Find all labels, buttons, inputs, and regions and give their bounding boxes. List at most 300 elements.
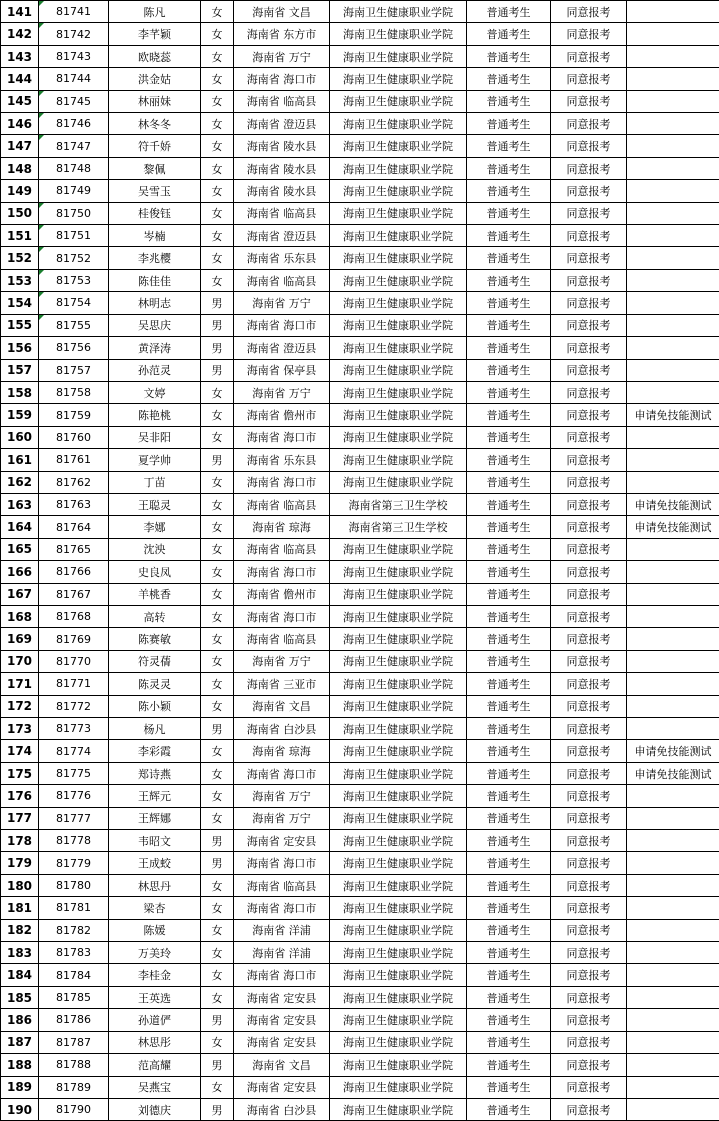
origin-cell: 海南省 澄迈县 [234,225,330,247]
remark-cell [627,180,719,202]
candidate-name-cell: 李桂金 [109,964,201,986]
candidate-name-cell: 陈赛敏 [109,628,201,650]
row-index-cell: 149 [1,180,39,202]
candidate-type-cell: 普通考生 [467,919,551,941]
gender-cell: 女 [201,113,234,135]
status-cell: 同意报考 [551,404,627,426]
row-index-cell: 175 [1,762,39,784]
status-cell: 同意报考 [551,269,627,291]
candidate-name-cell: 李彩霞 [109,740,201,762]
row-index-cell: 148 [1,157,39,179]
candidate-code-cell: 81764 [39,516,109,538]
candidate-code-cell: 81758 [39,381,109,403]
gender-cell: 女 [201,157,234,179]
status-cell: 同意报考 [551,583,627,605]
gender-cell: 女 [201,68,234,90]
row-index-cell: 152 [1,247,39,269]
candidate-code-cell: 81774 [39,740,109,762]
school-cell: 海南卫生健康职业学院 [330,718,467,740]
gender-cell: 男 [201,718,234,740]
candidate-name-cell: 万美玲 [109,942,201,964]
status-cell: 同意报考 [551,874,627,896]
school-cell: 海南卫生健康职业学院 [330,1076,467,1098]
table-row [1,471,719,493]
row-index-cell: 165 [1,538,39,560]
origin-cell: 海南省 海口市 [234,561,330,583]
status-cell: 同意报考 [551,942,627,964]
candidate-name-cell: 韦昭文 [109,830,201,852]
candidate-name-cell: 李兆樱 [109,247,201,269]
gender-cell: 女 [201,202,234,224]
candidate-name-cell: 符灵蒨 [109,650,201,672]
table-row [1,314,719,336]
remark-cell [627,359,719,381]
table-row [1,852,719,874]
table-row [1,68,719,90]
table-row [1,897,719,919]
remark-cell [627,718,719,740]
candidate-code-cell: 81745 [39,90,109,112]
school-cell: 海南卫生健康职业学院 [330,135,467,157]
gender-cell: 女 [201,986,234,1008]
candidate-type-cell: 普通考生 [467,247,551,269]
origin-cell: 海南省 海口市 [234,314,330,336]
school-cell: 海南卫生健康职业学院 [330,628,467,650]
candidate-type-cell: 普通考生 [467,1076,551,1098]
gender-cell: 女 [201,762,234,784]
candidate-type-cell: 普通考生 [467,23,551,45]
origin-cell: 海南省 定安县 [234,986,330,1008]
status-cell: 同意报考 [551,202,627,224]
candidate-name-cell: 林思丹 [109,874,201,896]
status-cell: 同意报考 [551,426,627,448]
candidate-name-cell: 刘德庆 [109,1098,201,1120]
row-index-cell: 155 [1,314,39,336]
remark-cell [627,830,719,852]
table-row [1,404,719,426]
school-cell: 海南卫生健康职业学院 [330,852,467,874]
candidate-code-cell: 81772 [39,695,109,717]
candidate-code-cell: 81784 [39,964,109,986]
row-index-cell: 187 [1,1031,39,1053]
row-index-cell: 185 [1,986,39,1008]
candidate-code-cell: 81776 [39,785,109,807]
table-row [1,785,719,807]
candidate-type-cell: 普通考生 [467,314,551,336]
school-cell: 海南卫生健康职业学院 [330,404,467,426]
candidate-code-cell: 81752 [39,247,109,269]
remark-cell [627,650,719,672]
row-index-cell: 190 [1,1098,39,1120]
status-cell: 同意报考 [551,650,627,672]
school-cell: 海南卫生健康职业学院 [330,90,467,112]
school-cell: 海南卫生健康职业学院 [330,919,467,941]
candidate-type-cell: 普通考生 [467,493,551,515]
table-row [1,919,719,941]
candidate-name-cell: 林丽妹 [109,90,201,112]
gender-cell: 女 [201,673,234,695]
status-cell: 同意报考 [551,740,627,762]
school-cell: 海南卫生健康职业学院 [330,449,467,471]
status-cell: 同意报考 [551,718,627,740]
candidate-code-cell: 81773 [39,718,109,740]
candidate-name-cell: 沈泱 [109,538,201,560]
gender-cell: 男 [201,292,234,314]
row-index-cell: 157 [1,359,39,381]
row-index-cell: 170 [1,650,39,672]
candidate-name-cell: 杨凡 [109,718,201,740]
origin-cell: 海南省 儋州市 [234,583,330,605]
table-row [1,561,719,583]
candidate-code-cell: 81755 [39,314,109,336]
remark-cell [627,471,719,493]
candidate-code-cell: 81763 [39,493,109,515]
table-row [1,1031,719,1053]
school-cell: 海南卫生健康职业学院 [330,157,467,179]
candidate-type-cell: 普通考生 [467,718,551,740]
candidate-name-cell: 桂俊钰 [109,202,201,224]
school-cell: 海南卫生健康职业学院 [330,269,467,291]
gender-cell: 男 [201,314,234,336]
status-cell: 同意报考 [551,314,627,336]
remark-cell [627,292,719,314]
candidate-name-cell: 陈凡 [109,1,201,23]
gender-cell: 女 [201,919,234,941]
table-row [1,113,719,135]
school-cell: 海南卫生健康职业学院 [330,180,467,202]
candidate-code-cell: 81761 [39,449,109,471]
origin-cell: 海南省 定安县 [234,1076,330,1098]
remark-cell: 申请免技能测试 [627,493,719,515]
remark-cell [627,247,719,269]
status-cell: 同意报考 [551,23,627,45]
candidate-type-cell: 普通考生 [467,1,551,23]
remark-cell [627,68,719,90]
gender-cell: 女 [201,516,234,538]
candidate-name-cell: 陈小颖 [109,695,201,717]
remark-cell: 申请免技能测试 [627,762,719,784]
gender-cell: 女 [201,23,234,45]
school-cell: 海南卫生健康职业学院 [330,247,467,269]
origin-cell: 海南省 白沙县 [234,1098,330,1120]
status-cell: 同意报考 [551,964,627,986]
origin-cell: 海南省 海口市 [234,852,330,874]
gender-cell: 女 [201,605,234,627]
remark-cell [627,605,719,627]
school-cell: 海南卫生健康职业学院 [330,605,467,627]
table-row [1,292,719,314]
table-row [1,381,719,403]
gender-cell: 女 [201,45,234,67]
candidate-type-cell: 普通考生 [467,516,551,538]
school-cell: 海南卫生健康职业学院 [330,45,467,67]
row-index-cell: 145 [1,90,39,112]
remark-cell [627,157,719,179]
candidate-name-cell: 王辉娜 [109,807,201,829]
candidate-type-cell: 普通考生 [467,740,551,762]
gender-cell: 女 [201,561,234,583]
remark-cell [627,337,719,359]
candidate-code-cell: 81777 [39,807,109,829]
remark-cell [627,964,719,986]
status-cell: 同意报考 [551,986,627,1008]
origin-cell: 海南省 临高县 [234,538,330,560]
row-index-cell: 141 [1,1,39,23]
candidate-name-cell: 王辉元 [109,785,201,807]
candidate-type-cell: 普通考生 [467,538,551,560]
school-cell: 海南卫生健康职业学院 [330,292,467,314]
remark-cell [627,1031,719,1053]
origin-cell: 海南省 海口市 [234,471,330,493]
gender-cell: 女 [201,964,234,986]
gender-cell: 女 [201,785,234,807]
candidate-type-cell: 普通考生 [467,942,551,964]
gender-cell: 女 [201,650,234,672]
candidate-type-cell: 普通考生 [467,673,551,695]
row-index-cell: 164 [1,516,39,538]
school-cell: 海南省第三卫生学校 [330,516,467,538]
gender-cell: 女 [201,1031,234,1053]
status-cell: 同意报考 [551,1098,627,1120]
candidate-type-cell: 普通考生 [467,68,551,90]
candidate-code-cell: 81780 [39,874,109,896]
origin-cell: 海南省 临高县 [234,90,330,112]
candidate-code-cell: 81786 [39,1009,109,1031]
school-cell: 海南卫生健康职业学院 [330,695,467,717]
table-row [1,359,719,381]
school-cell: 海南卫生健康职业学院 [330,897,467,919]
remark-cell [627,45,719,67]
row-index-cell: 161 [1,449,39,471]
table-row [1,180,719,202]
candidate-name-cell: 陈灵灵 [109,673,201,695]
remark-cell [627,23,719,45]
candidate-code-cell: 81760 [39,426,109,448]
table-row [1,1098,719,1120]
remark-cell [627,449,719,471]
remark-cell [627,225,719,247]
candidate-code-cell: 81762 [39,471,109,493]
row-index-cell: 163 [1,493,39,515]
gender-cell: 女 [201,583,234,605]
row-index-cell: 174 [1,740,39,762]
candidate-name-cell: 文婷 [109,381,201,403]
status-cell: 同意报考 [551,605,627,627]
table-row [1,830,719,852]
candidate-type-cell: 普通考生 [467,1009,551,1031]
gender-cell: 女 [201,404,234,426]
table-row [1,942,719,964]
row-index-cell: 146 [1,113,39,135]
table-row [1,605,719,627]
origin-cell: 海南省 琼海 [234,740,330,762]
candidate-name-cell: 吴燕宝 [109,1076,201,1098]
candidate-type-cell: 普通考生 [467,830,551,852]
candidate-name-cell: 吴非阳 [109,426,201,448]
origin-cell: 海南省 万宁 [234,650,330,672]
candidate-type-cell: 普通考生 [467,874,551,896]
candidate-name-cell: 羊桃香 [109,583,201,605]
candidate-name-cell: 吴思庆 [109,314,201,336]
school-cell: 海南卫生健康职业学院 [330,337,467,359]
candidate-code-cell: 81741 [39,1,109,23]
origin-cell: 海南省 琼海 [234,516,330,538]
school-cell: 海南卫生健康职业学院 [330,830,467,852]
school-cell: 海南卫生健康职业学院 [330,113,467,135]
candidate-code-cell: 81769 [39,628,109,650]
remark-cell: 申请免技能测试 [627,404,719,426]
gender-cell: 男 [201,830,234,852]
gender-cell: 女 [201,426,234,448]
candidate-type-cell: 普通考生 [467,202,551,224]
row-index-cell: 144 [1,68,39,90]
school-cell: 海南卫生健康职业学院 [330,583,467,605]
row-index-cell: 186 [1,1009,39,1031]
gender-cell: 女 [201,471,234,493]
remark-cell [627,1054,719,1076]
candidate-name-cell: 孙范灵 [109,359,201,381]
candidate-type-cell: 普通考生 [467,1054,551,1076]
row-index-cell: 151 [1,225,39,247]
remark-cell [627,1098,719,1120]
remark-cell [627,135,719,157]
candidate-code-cell: 81781 [39,897,109,919]
status-cell: 同意报考 [551,673,627,695]
origin-cell: 海南省 陵水县 [234,180,330,202]
candidate-type-cell: 普通考生 [467,964,551,986]
candidate-name-cell: 符千娇 [109,135,201,157]
candidate-code-cell: 81759 [39,404,109,426]
table-row [1,583,719,605]
row-index-cell: 180 [1,874,39,896]
row-index-cell: 167 [1,583,39,605]
candidate-code-cell: 81778 [39,830,109,852]
candidate-name-cell: 陈艳桃 [109,404,201,426]
table-row [1,337,719,359]
remark-cell [627,1076,719,1098]
school-cell: 海南卫生健康职业学院 [330,650,467,672]
origin-cell: 海南省 万宁 [234,45,330,67]
school-cell: 海南卫生健康职业学院 [330,561,467,583]
candidate-code-cell: 81771 [39,673,109,695]
status-cell: 同意报考 [551,471,627,493]
candidate-name-cell: 王英选 [109,986,201,1008]
remark-cell [627,673,719,695]
status-cell: 同意报考 [551,538,627,560]
status-cell: 同意报考 [551,135,627,157]
origin-cell: 海南省 临高县 [234,874,330,896]
table-row [1,807,719,829]
school-cell: 海南卫生健康职业学院 [330,225,467,247]
candidate-type-cell: 普通考生 [467,113,551,135]
origin-cell: 海南省 万宁 [234,381,330,403]
status-cell: 同意报考 [551,785,627,807]
row-index-cell: 183 [1,942,39,964]
school-cell: 海南卫生健康职业学院 [330,1,467,23]
school-cell: 海南卫生健康职业学院 [330,538,467,560]
origin-cell: 海南省 海口市 [234,897,330,919]
status-cell: 同意报考 [551,1,627,23]
gender-cell: 女 [201,807,234,829]
origin-cell: 海南省 洋浦 [234,942,330,964]
status-cell: 同意报考 [551,180,627,202]
candidate-type-cell: 普通考生 [467,1098,551,1120]
status-cell: 同意报考 [551,157,627,179]
status-cell: 同意报考 [551,90,627,112]
origin-cell: 海南省 海口市 [234,964,330,986]
gender-cell: 女 [201,942,234,964]
school-cell: 海南卫生健康职业学院 [330,986,467,1008]
school-cell: 海南卫生健康职业学院 [330,1009,467,1031]
origin-cell: 海南省 定安县 [234,830,330,852]
table-row [1,516,719,538]
origin-cell: 海南省 陵水县 [234,157,330,179]
row-index-cell: 142 [1,23,39,45]
status-cell: 同意报考 [551,561,627,583]
candidate-type-cell: 普通考生 [467,135,551,157]
candidate-name-cell: 林思彤 [109,1031,201,1053]
origin-cell: 海南省 澄迈县 [234,337,330,359]
school-cell: 海南卫生健康职业学院 [330,785,467,807]
origin-cell: 海南省 文昌 [234,1054,330,1076]
origin-cell: 海南省 临高县 [234,269,330,291]
row-index-cell: 159 [1,404,39,426]
candidate-code-cell: 81756 [39,337,109,359]
candidate-code-cell: 81747 [39,135,109,157]
candidate-name-cell: 欧晓蕊 [109,45,201,67]
candidate-code-cell: 81768 [39,605,109,627]
candidate-name-cell: 林明志 [109,292,201,314]
row-index-cell: 181 [1,897,39,919]
origin-cell: 海南省 临高县 [234,202,330,224]
remark-cell [627,986,719,1008]
school-cell: 海南卫生健康职业学院 [330,68,467,90]
gender-cell: 女 [201,874,234,896]
table-row [1,1076,719,1098]
origin-cell: 海南省 临高县 [234,493,330,515]
status-cell: 同意报考 [551,1031,627,1053]
status-cell: 同意报考 [551,830,627,852]
candidate-code-cell: 81750 [39,202,109,224]
school-cell: 海南卫生健康职业学院 [330,964,467,986]
candidate-code-cell: 81789 [39,1076,109,1098]
candidate-type-cell: 普通考生 [467,650,551,672]
table-row [1,740,719,762]
candidate-code-cell: 81783 [39,942,109,964]
status-cell: 同意报考 [551,919,627,941]
gender-cell: 女 [201,628,234,650]
table-row [1,202,719,224]
candidate-name-cell: 史良凤 [109,561,201,583]
school-cell: 海南卫生健康职业学院 [330,807,467,829]
candidate-code-cell: 81770 [39,650,109,672]
remark-cell [627,561,719,583]
status-cell: 同意报考 [551,493,627,515]
candidate-type-cell: 普通考生 [467,337,551,359]
remark-cell [627,919,719,941]
origin-cell: 海南省 万宁 [234,292,330,314]
candidate-type-cell: 普通考生 [467,449,551,471]
table-body [1,1,719,1121]
gender-cell: 女 [201,538,234,560]
origin-cell: 海南省 白沙县 [234,718,330,740]
gender-cell: 女 [201,381,234,403]
remark-cell [627,852,719,874]
row-index-cell: 188 [1,1054,39,1076]
row-index-cell: 154 [1,292,39,314]
candidate-name-cell: 孙道俨 [109,1009,201,1031]
school-cell: 海南卫生健康职业学院 [330,874,467,896]
